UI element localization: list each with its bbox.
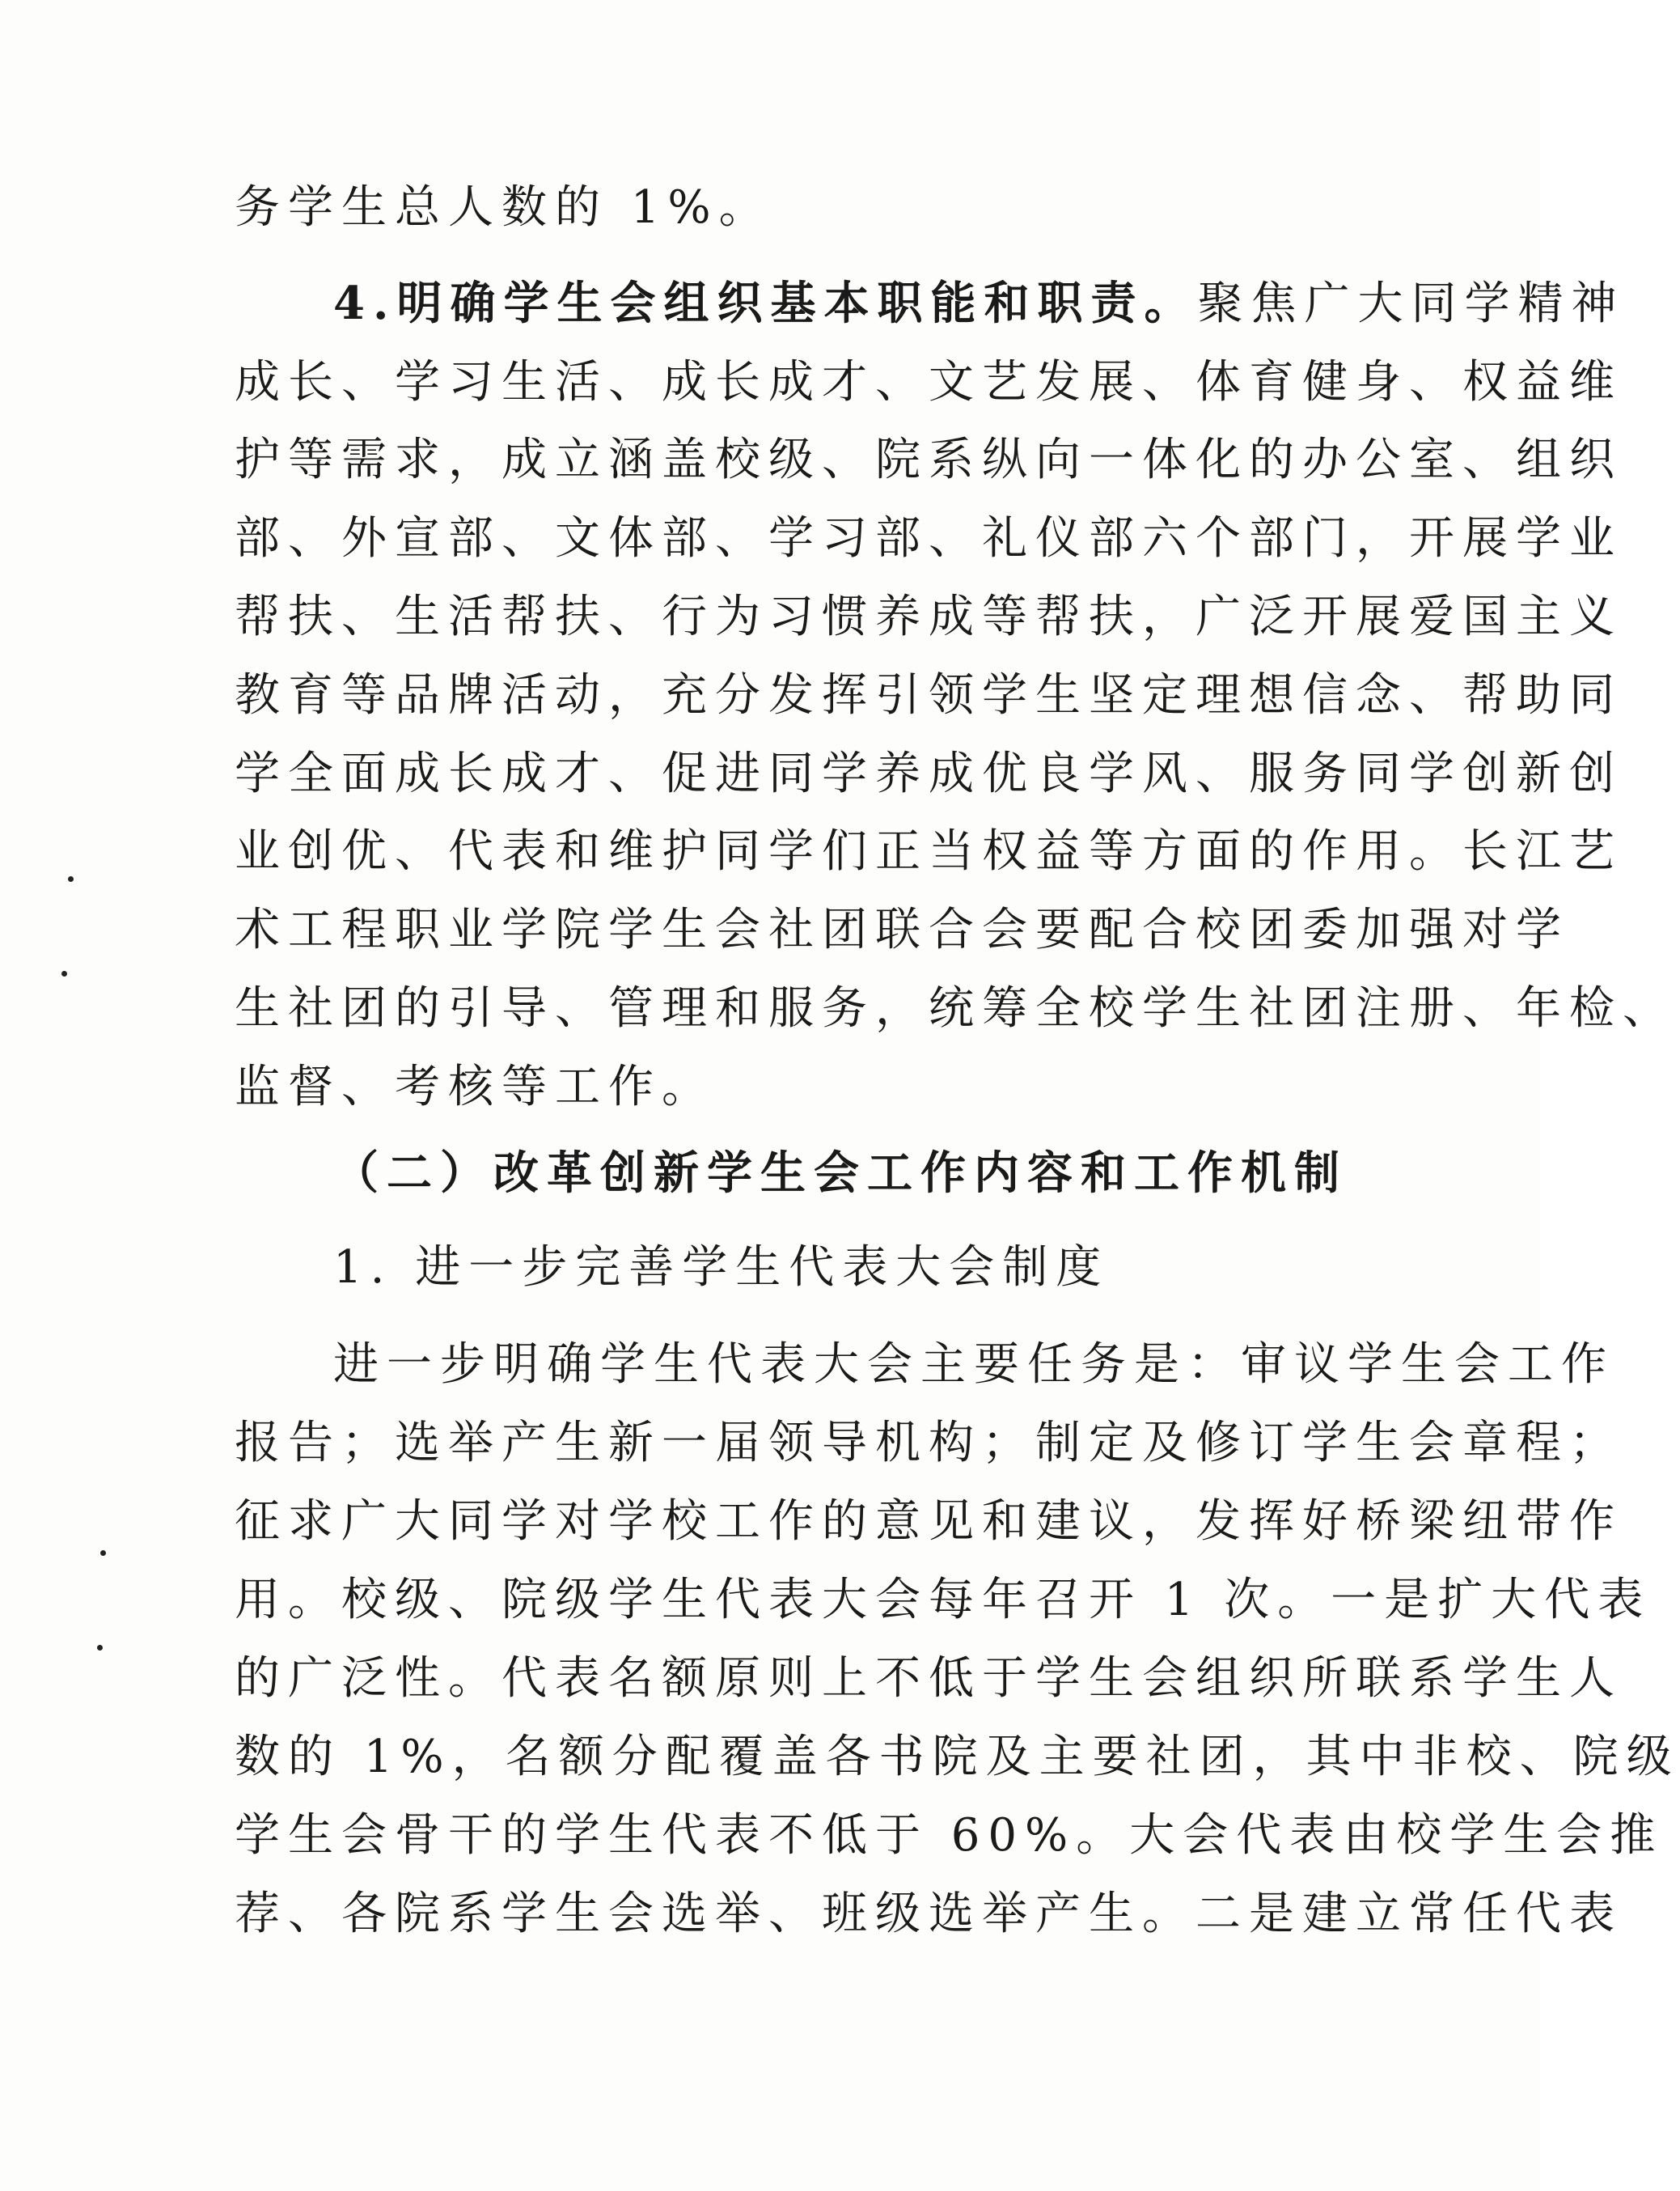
text-line-22: 荐、各院系学生会选举、班级选举产生。二是建立常任代表 — [235, 1888, 1623, 1940]
item-heading: 明确学生会组织基本职能和职责。 — [396, 277, 1198, 330]
scan-speck — [97, 1645, 103, 1651]
scan-speck — [100, 1550, 106, 1556]
text-line-12: 监督、考核等工作。 — [235, 1061, 715, 1113]
item-body-start: 聚焦广大同学精神 — [1197, 278, 1625, 330]
text-line-7: 教育等品牌活动，充分发挥引领学生坚定理想信念、帮助同 — [235, 669, 1623, 722]
item-number: 4. — [333, 277, 397, 330]
text-line-1: 务学生总人数的 1%。 — [235, 181, 772, 234]
text-line-15: 进一步明确学生代表大会主要任务是：审议学生会工作 — [333, 1338, 1614, 1391]
text-line-4: 护等需求，成立涵盖校级、院系纵向一体化的办公室、组织 — [235, 434, 1623, 486]
subsection-heading-1: 1. 进一步完善学生代表大会制度 — [333, 1241, 1110, 1294]
text-line-20: 数的 1%，名额分配覆盖各书院及主要社团，其中非校、院级 — [235, 1731, 1680, 1783]
scan-speck — [61, 971, 67, 977]
text-line-10: 术工程职业学院学生会社团联合会要配合校团委加强对学 — [235, 904, 1569, 956]
text-line-11: 生社团的引导、管理和服务，统筹全校学生社团注册、年检、 — [235, 982, 1676, 1035]
text-line-5: 部、外宣部、文体部、学习部、礼仪部六个部门，开展学业 — [235, 512, 1623, 565]
text-line-8: 学全面成长成才、促进同学养成优良学风、服务同学创新创 — [235, 748, 1623, 800]
text-line-21: 学生会骨干的学生代表不低于 60%。大会代表由校学生会推 — [235, 1809, 1664, 1862]
text-line-18: 用。校级、院级学生代表大会每年召开 1 次。一是扩大代表 — [235, 1574, 1652, 1626]
text-line-19: 的广泛性。代表名额原则上不低于学生会组织所联系学生人 — [235, 1652, 1623, 1705]
text-line-16: 报告；选举产生新一届领导机构；制定及修订学生会章程； — [235, 1417, 1623, 1469]
paragraph-item-4 — [333, 275, 1625, 333]
section-heading-2: （二）改革创新学生会工作内容和工作机制 — [333, 1146, 1348, 1200]
scan-speck — [68, 876, 74, 882]
text-line-17: 征求广大同学对学校工作的意见和建议，发挥好桥梁纽带作 — [235, 1495, 1623, 1548]
text-line-6: 帮扶、生活帮扶、行为习惯养成等帮扶，广泛开展爱国主义 — [235, 591, 1623, 643]
text-line-3: 成长、学习生活、成长成才、文艺发展、体育健身、权益维 — [235, 356, 1623, 409]
text-line-9: 业创优、代表和维护同学们正当权益等方面的作用。长江艺 — [235, 825, 1623, 878]
